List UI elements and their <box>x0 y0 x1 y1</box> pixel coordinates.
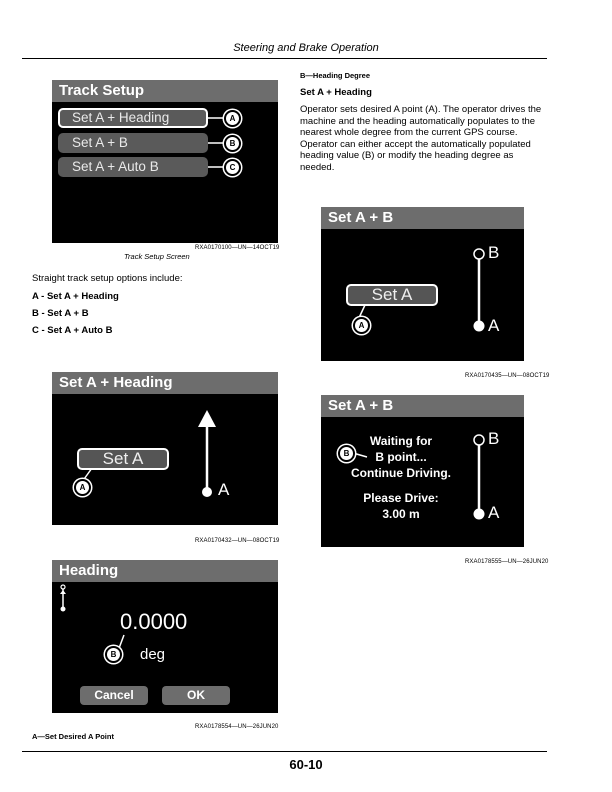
set-a-button[interactable]: Set A <box>77 448 169 470</box>
waiting-line-3: Continue Driving. <box>351 466 451 480</box>
ok-button[interactable]: OK <box>162 686 230 705</box>
intro-item-b: B - Set A + B <box>32 308 89 319</box>
header-rule <box>22 58 547 59</box>
footer-rule <box>22 751 547 752</box>
waiting-line-1: Waiting for <box>369 434 433 448</box>
legend-a: A—Set Desired A Point <box>32 732 114 741</box>
set-a-heading-screen <box>52 372 278 525</box>
page-number: 60-10 <box>289 757 323 772</box>
please-drive-label: Please Drive: <box>363 491 439 505</box>
heading-unit: deg <box>140 646 166 663</box>
figure-ref: RXA0178555—UN—26JUN20 <box>465 559 549 565</box>
point-a-label: A <box>218 480 230 499</box>
callout-leaders <box>52 80 278 243</box>
figure-ref: RXA0178554—UN—26JUN20 <box>195 724 279 730</box>
figure-ref: RXA0170100—UN—14OCT19 <box>195 245 280 251</box>
intro-text: Straight track setup options include: <box>32 273 183 284</box>
drive-distance-value: 3.00 m <box>382 507 420 521</box>
waiting-line-2: B point... <box>375 450 427 464</box>
screen-title: Heading <box>52 560 278 582</box>
heading-value[interactable]: 0.0000 <box>120 609 188 634</box>
figure-ref: RXA0170435—UN—08OCT19 <box>465 373 550 379</box>
point-b-label: B <box>488 429 500 448</box>
callout-b: B <box>338 445 355 462</box>
callout-b: B <box>224 135 241 152</box>
screen-title: Set A + B <box>321 207 524 229</box>
section-body: Operator sets desired A point (A). The operator drives the machine and the heading automatically populates to the nearest whole degree from the current GPS course. Operator can either accept the automatically populated heading value (B) or modify the heading degree as needed. <box>300 104 542 173</box>
callout-a: A <box>353 317 370 334</box>
screen-title: Track Setup <box>52 80 278 102</box>
option-set-a-b[interactable]: Set A + B <box>58 133 208 153</box>
option-set-a-heading[interactable]: Set A + Heading <box>58 108 208 128</box>
cancel-button[interactable]: Cancel <box>80 686 148 705</box>
intro-item-a: A - Set A + Heading <box>32 291 119 302</box>
waiting-b-screen <box>321 395 524 547</box>
intro-item-c: C - Set A + Auto B <box>32 325 113 336</box>
option-set-a-auto-b[interactable]: Set A + Auto B <box>58 157 208 177</box>
section-heading: Set A + Heading <box>300 87 372 98</box>
point-b-label: B <box>488 243 500 262</box>
figure-ref: RXA0170432—UN—08OCT19 <box>195 538 280 544</box>
point-a-label: A <box>488 503 500 522</box>
heading-screen <box>52 560 278 713</box>
screen-title: Set A + Heading <box>52 372 278 394</box>
callout-a: A <box>224 110 241 127</box>
legend-b: B—Heading Degree <box>300 71 371 80</box>
set-a-button[interactable]: Set A <box>346 284 438 306</box>
set-a-b-screen <box>321 207 524 361</box>
callout-a: A <box>74 479 91 496</box>
callout-c: C <box>224 159 241 176</box>
figure-caption: Track Setup Screen <box>124 252 190 261</box>
page-header: Steering and Brake Operation <box>233 42 379 54</box>
callout-b: B <box>105 646 122 663</box>
screen-title: Set A + B <box>321 395 524 417</box>
point-a-label: A <box>488 316 500 335</box>
track-setup-screen <box>52 80 278 243</box>
